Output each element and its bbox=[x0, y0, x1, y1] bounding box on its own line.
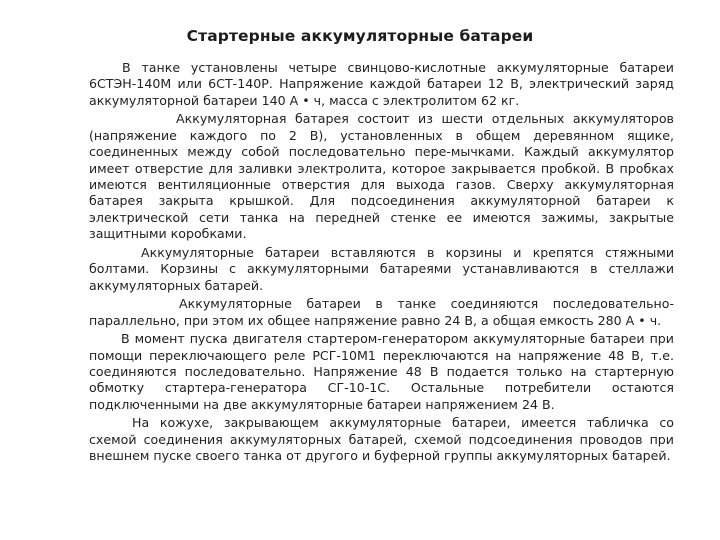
paragraph-4: Аккумуляторные батареи в танке соединяются последовательно-параллельно, при этом их общее напряжение равно 24 В, а общая емкость 280 А • ч. bbox=[89, 296, 674, 328]
paragraph-5: В момент пуска двигателя стартером-генератором аккумуляторные батареи при помощи переключающего реле РСГ-10М1 переключаются на напряжение 48 В, т.е. соединяются последовательно. Напряжение 48 В подается только на стартерную обмотку стартера-генератора СГ-10-1С. Остальные потребители остаются подключенными на две аккумуляторные батареи напряжением 24 В. bbox=[89, 331, 674, 412]
document-title: Стартерные аккумуляторные батареи bbox=[186, 27, 534, 45]
paragraph-1: В танке установлены четыре свинцово-кислотные аккумуляторные батареи 6СТЭН-140М или 6СТ-140Р. Напряжение каждой батареи 12 В, электрический заряд аккумуляторной батареи 140 А • ч, масса с электролитом 62 кг. bbox=[89, 60, 674, 108]
document-body bbox=[89, 60, 674, 467]
paragraph-3: Аккумуляторные батареи вставляются в корзины и крепятся стяжными болтами. Корзины с аккумуляторными батареями устанавливаются в стеллажи аккумуляторных батарей. bbox=[89, 244, 674, 293]
paragraph-2: Аккумуляторная батарея состоит из шести отдельных аккумуляторов (напряжение каждого по 2 В), установленных в общем деревянном ящике, соединенных между собой последовательно пере-мычками. Каждый аккумулятор имеет отверстие для заливки электролита, которое закрывается пробкой. В пробках имеются вентиляционные отверстия для выхода газов. Сверху аккумуляторная батарея закрыта крышкой. Для подсоединения аккумуляторной батареи к электрической сети танка на передней стенке ее имеются зажимы, закрытые защитными коробками. bbox=[89, 111, 674, 242]
paragraph-6: На кожухе, закрывающем аккумуляторные батареи, имеется табличка со схемой соединения аккумуляторных батарей, схемой подсоединения проводов при внешнем пуске своего танка от другого и буферной группы аккумуляторных батарей. bbox=[89, 415, 674, 464]
